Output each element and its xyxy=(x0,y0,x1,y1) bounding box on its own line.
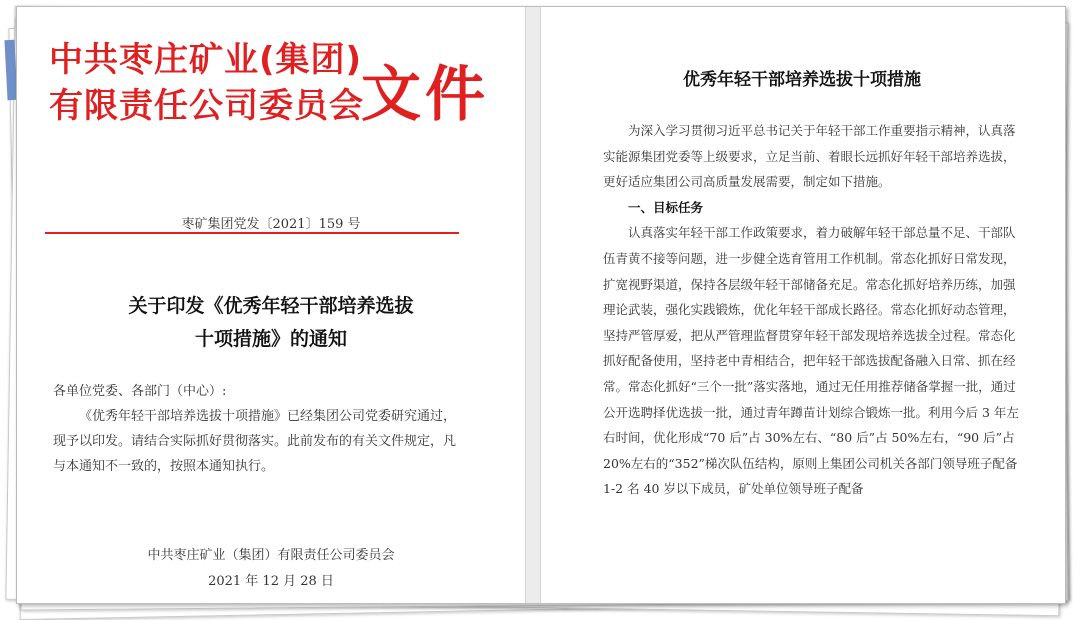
measures-body xyxy=(603,118,1023,502)
document-number: 枣矿集团党发〔2021〕159 号 xyxy=(181,217,361,232)
signature: 中共枣庄矿业（集团）有限责任公司委员会 xyxy=(147,548,395,563)
notice-title-line-1: 关于印发《优秀年轻干部培养选拔 xyxy=(128,295,414,317)
measures-title: 优秀年轻干部培养选拔十项措施 xyxy=(683,70,921,90)
issue-date: 2021 年 12 月 28 日 xyxy=(208,574,334,589)
notice-title-line-2: 十项措施》的通知 xyxy=(194,328,347,350)
salutation: 各单位党委、各部门（中心）: xyxy=(53,384,227,399)
intro-paragraph: 为深入学习贯彻习近平总书记关于年轻干部工作重要指示精神，认真落实能源集团党委等上级要求，立足当前、着眼长远抓好年轻干部培养选拔，更好适应集团公司高质量发展需要，制定如下措施。 xyxy=(603,123,1016,190)
notice-body: 《优秀年轻干部培养选拔十项措施》已经集团公司党委研究通过，现予以印发。请结合实际抓好贯彻落实。此前发布的有关文件规定，凡与本通知不一致的，按照本通知执行。 xyxy=(53,409,457,474)
section-heading: 一、目标任务 xyxy=(628,199,704,215)
notice-title xyxy=(17,290,525,356)
org-line-1: 中共枣庄矿业(集团) xyxy=(49,40,363,80)
document-spread xyxy=(16,6,1066,604)
org-line-2: 有限责任公司委员会 xyxy=(49,86,364,126)
document-header-word: 文件 xyxy=(361,60,489,130)
red-divider-line xyxy=(45,232,459,234)
section-paragraph: 认真落实年轻干部工作政策要求，着力破解年轻干部总量不足、干部队伍青黄不接等问题，进一步健全选育管用工作机制。常态化抓好日常发现，扩宽视野渠道，保持各层级年轻干部储备充足。常态化抓好培养历练，加强理论武装，强化实践锻炼，优化年轻干部成长路径。常态化抓好动态管理，坚持严管厚爱，把从严管理监督贯穿年轻干部发现培养选拔全过程。常态化抓好配备使用，坚持老中青相结合，把年轻干部选拔配备融入日常、抓在经常。常态化抓好“三个一批”落实落地，通过无任用推荐储备掌握一批，通过公开选聘择优选拔一批，通过青年蹲苗计划综合锻炼一批。利用今后 3 年左右时间，优化形成“70 后”占 30%左右、“80 后”占 50%左右，“90 后”占 20%左右的“352”梯次队伍结构，原则上集团公司机关各部门领导班子配备 1-2 名 40 岁以下成员，矿处单位领导班子配备 xyxy=(603,225,1019,497)
issuing-organization xyxy=(49,37,364,129)
page-gutter xyxy=(525,7,541,603)
